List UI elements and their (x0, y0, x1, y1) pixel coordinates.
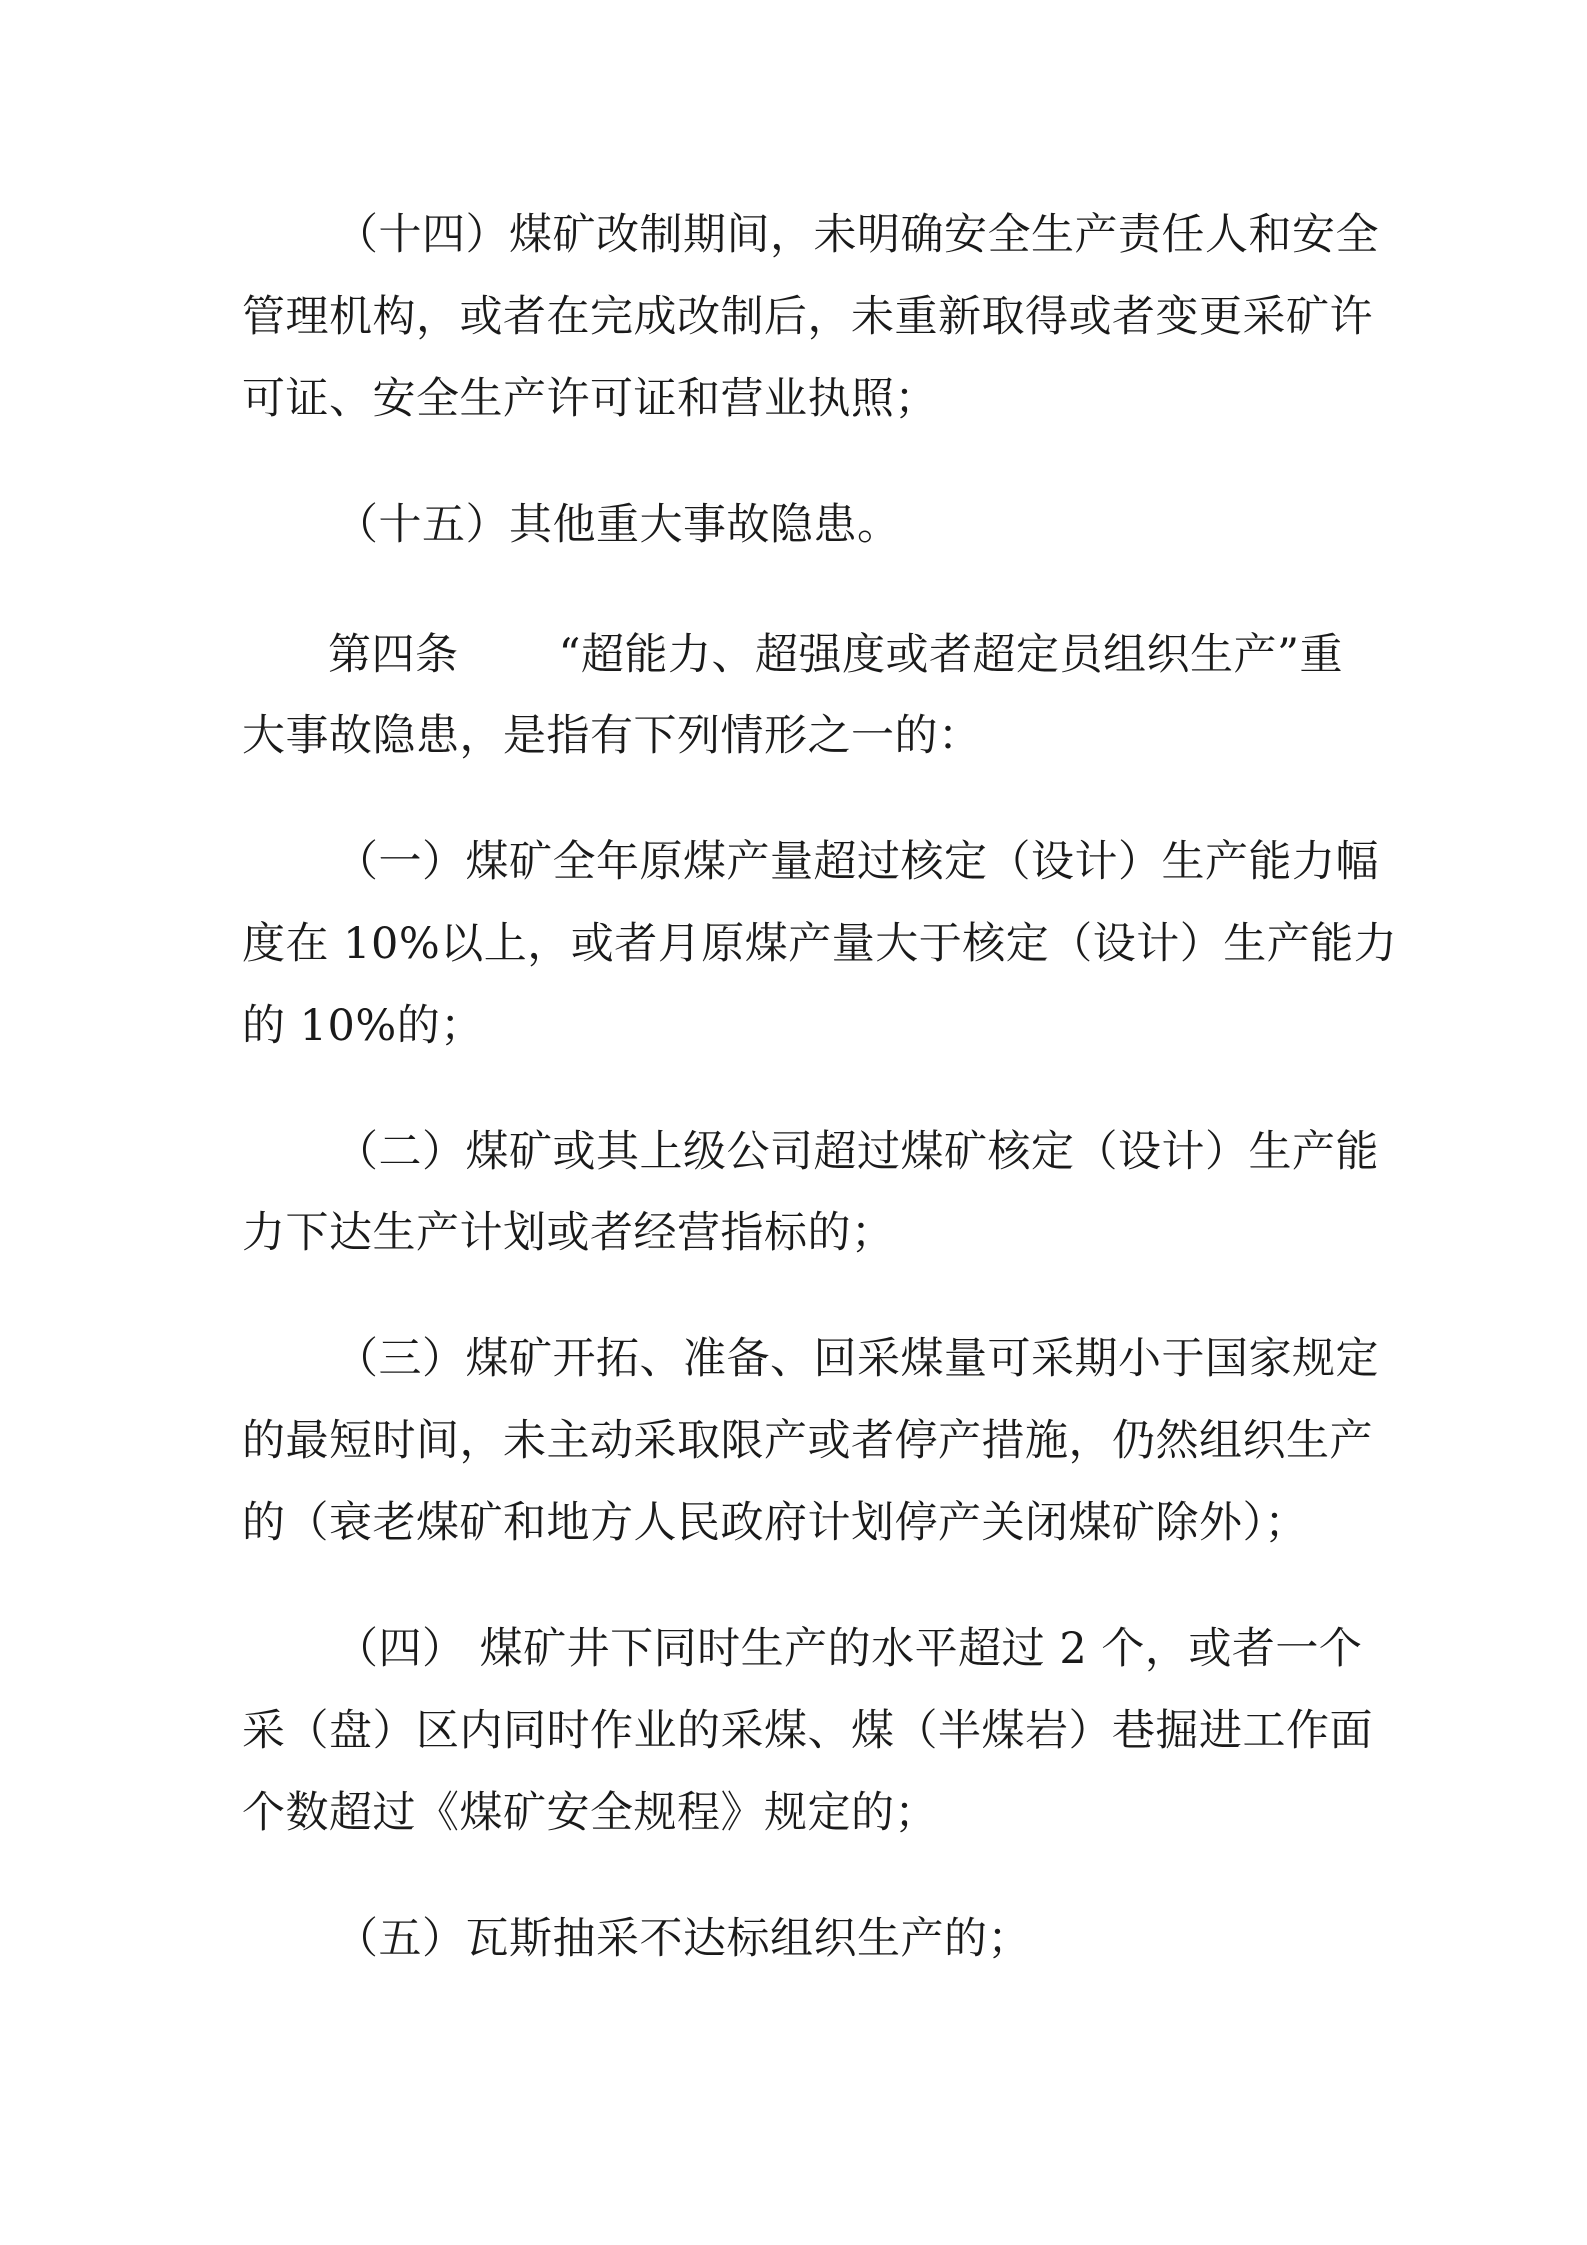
item-1-line-1: （一）煤矿全年原煤产量超过核定（设计）生产能力幅 (335, 837, 1379, 887)
item-4-line-3: 个数超过《煤矿安全规程》规定的； (242, 1788, 938, 1838)
item-5-line-1: （五）瓦斯抽采不达标组织生产的； (335, 1914, 1031, 1964)
article-4-label: 第四条 (328, 630, 459, 680)
item-3-line-1: （三）煤矿开拓、准备、回采煤量可采期小于国家规定 (335, 1334, 1379, 1384)
item-4-line-1: （四） 煤矿井下同时生产的水平超过 2 个，或者一个 (335, 1624, 1363, 1674)
item-1-line-3: 的 10%的； (242, 1001, 484, 1051)
item-4-line-2: 采（盘）区内同时作业的采煤、煤（半煤岩）巷掘进工作面 (242, 1706, 1373, 1756)
article-4-line-1-text: “超能力、超强度或者超定员组织生产”重 (558, 630, 1343, 680)
item-14-line-3: 可证、安全生产许可证和营业执照； (242, 374, 938, 424)
article-4-line-2: 大事故隐患，是指有下列情形之一的： (242, 711, 982, 761)
item-1-line-2: 度在 10%以上，或者月原煤产量大于核定（设计）生产能力 (242, 919, 1398, 969)
item-3-line-3: 的（衰老煤矿和地方人民政府计划停产关闭煤矿除外）； (242, 1498, 1308, 1548)
item-14-line-1: （十四）煤矿改制期间，未明确安全生产责任人和安全 (335, 210, 1379, 260)
item-14-line-2: 管理机构，或者在完成改制后，未重新取得或者变更采矿许 (242, 292, 1373, 342)
item-2-line-1: （二）煤矿或其上级公司超过煤矿核定（设计）生产能 (335, 1127, 1379, 1177)
item-15-line-1: （十五）其他重大事故隐患。 (335, 500, 901, 550)
article-4-heading-line (328, 625, 1343, 685)
item-3-line-2: 的最短时间，未主动采取限产或者停产措施，仍然组织生产 (242, 1416, 1373, 1466)
item-2-line-2: 力下达生产计划或者经营指标的； (242, 1208, 895, 1258)
